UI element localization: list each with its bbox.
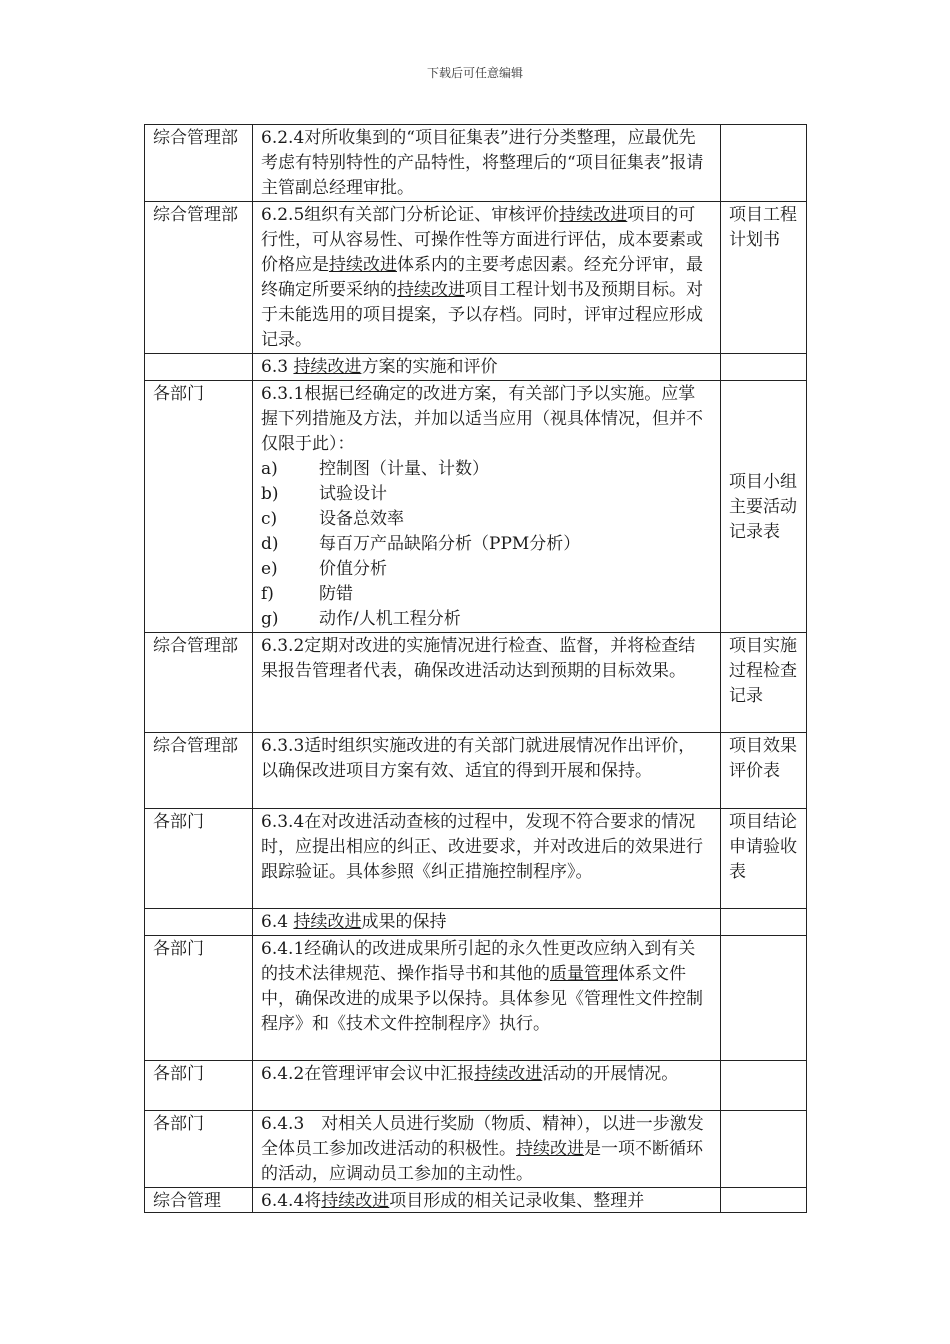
record-cell	[721, 125, 807, 202]
dept-cell	[145, 909, 253, 936]
list-item	[261, 582, 712, 607]
underlined-term: 持续改进	[516, 1139, 584, 1159]
list-marker: c)	[261, 509, 278, 529]
list-item	[261, 482, 712, 507]
underlined-term: 质量管理	[550, 964, 618, 984]
record-cell	[721, 936, 807, 1061]
record-cell: 项目实施过程检查记录	[721, 633, 807, 733]
table-row	[145, 809, 807, 909]
content-cell	[253, 202, 721, 354]
record-cell: 项目工程计划书	[721, 202, 807, 354]
underlined-term: 持续改进	[397, 280, 465, 300]
list-text: 防错	[319, 584, 353, 604]
underlined-term: 持续改进	[474, 1064, 543, 1084]
dept-cell: 各部门	[145, 1111, 253, 1188]
list-item	[261, 607, 712, 632]
content-cell: 6.3.3适时组织实施改进的有关部门就进展情况作出评价，以确保改进项目方案有效、适宜的得到开展和保持。	[253, 733, 721, 809]
table-row	[145, 125, 807, 202]
dept-cell: 各部门	[145, 809, 253, 909]
list-marker: b)	[261, 484, 279, 504]
list-text: 试验设计	[319, 484, 387, 504]
list-marker: f)	[261, 584, 274, 604]
content-cell: 6.2.4对所收集到的“项目征集表”进行分类整理，应最优先考虑有特别特性的产品特性，将整理后的“项目征集表”报请主管副总经理审批。	[253, 125, 721, 202]
list-marker: a)	[261, 459, 278, 479]
content-cell	[253, 1111, 721, 1188]
section-text: 成果的保持	[361, 912, 447, 932]
content-text: 6.4.1经确认的改进成果所引起的永久性更改应纳入到有关的技术法律规范、操作指导书和其他的	[261, 939, 696, 984]
list-item	[261, 457, 712, 482]
table-row	[145, 733, 807, 809]
record-cell: 项目效果评价表	[721, 733, 807, 809]
content-text: 6.2.5组织有关部门分析论证、审核评价	[261, 205, 560, 225]
content-cell	[253, 936, 721, 1061]
section-title	[253, 909, 721, 936]
dept-cell	[145, 1188, 253, 1213]
content-cell	[253, 1188, 721, 1213]
list-text: 动作/人机工程分析	[319, 609, 461, 629]
page-header: 下载后可任意编辑	[426, 66, 523, 80]
content-text-block	[261, 1189, 712, 1209]
dept-cell: 综合管理部	[145, 633, 253, 733]
record-cell	[721, 909, 807, 936]
table-row	[145, 633, 807, 733]
table-row	[145, 1188, 807, 1213]
content-cell: 6.3.4在对改进活动查核的过程中，发现不符合要求的情况时，应提出相应的纠正、改进要求，并对改进后的效果进行跟踪验证。具体参照《纠正措施控制程序》。	[253, 809, 721, 909]
content-text: 6.4.3 对相关人员进行奖励（物质、精神），以进一步激发全体员工参加改进活动的积极性。	[261, 1114, 704, 1159]
section-number: 6.3	[261, 357, 294, 377]
table-row	[145, 381, 807, 633]
content-text: 是一项不断循环的活动，应调动员工参加的主动性。	[261, 1139, 703, 1184]
record-cell: 项目结论申请验收表	[721, 809, 807, 909]
dept-cell: 各部门	[145, 381, 253, 633]
list-text: 价值分析	[319, 559, 387, 579]
list-text: 设备总效率	[319, 509, 404, 529]
record-cell: 项目小组主要活动记录表	[721, 381, 807, 633]
record-cell	[721, 354, 807, 381]
dept-cell: 综合管理部	[145, 125, 253, 202]
underlined-term: 持续改进	[293, 912, 362, 932]
content-text: 体系内的主要考虑因素。经充分评审，最终确定所要采纳的	[261, 255, 703, 300]
list-text: 每百万产品缺陷分析（PPM分析）	[319, 534, 581, 554]
content-text: 项目的可行性，可从容易性、可操作性等方面进行评估，成本要素或价格应是	[261, 205, 703, 275]
procedure-table	[144, 124, 807, 1213]
section-row	[145, 354, 807, 381]
section-row	[145, 909, 807, 936]
dept-text: 综合管理	[153, 1191, 221, 1209]
underlined-term: 持续改进	[321, 1191, 390, 1209]
content-cell	[253, 1061, 721, 1111]
dept-cell: 各部门	[145, 1061, 253, 1111]
content-cell	[253, 381, 721, 633]
content-text: 6.4.4将	[261, 1191, 322, 1209]
list-item	[261, 532, 712, 557]
section-number: 6.4	[261, 912, 294, 932]
list-marker: d)	[261, 534, 279, 554]
record-cell	[721, 1188, 807, 1213]
dept-cell	[145, 354, 253, 381]
table-row	[145, 1061, 807, 1111]
table-row	[145, 936, 807, 1061]
content-text: 6.3.1根据已经确定的改进方案，有关部门予以实施。应掌握下列措施及方法，并加以适当应用（视具体情况，但并不仅限于此）：	[261, 384, 703, 454]
content-cell: 6.3.2定期对改进的实施情况进行检查、监督，并将检查结果报告管理者代表，确保改进活动达到预期的目标效果。	[253, 633, 721, 733]
list-text: 控制图（计量、计数）	[319, 459, 489, 479]
table-row	[145, 202, 807, 354]
content-text: 6.4.2在管理评审会议中汇报	[261, 1064, 475, 1084]
record-cell	[721, 1111, 807, 1188]
section-text: 方案的实施和评价	[361, 357, 498, 377]
underlined-term: 持续改进	[329, 255, 397, 275]
list-marker: g)	[261, 609, 279, 629]
dept-cell: 综合管理部	[145, 202, 253, 354]
list-item	[261, 557, 712, 582]
list-marker: e)	[261, 559, 278, 579]
dept-cell: 综合管理部	[145, 733, 253, 809]
dept-cell: 各部门	[145, 936, 253, 1061]
underlined-term: 持续改进	[559, 205, 628, 225]
table-row	[145, 1111, 807, 1188]
content-text: 体系文件中，确保改进的成果予以保持。具体参见《管理性文件控制程序》和《技术文件控制程序》执行。	[261, 964, 703, 1034]
list-item	[261, 507, 712, 532]
section-title	[253, 354, 721, 381]
content-text: 项目形成的相关记录收集、整理并	[389, 1191, 645, 1209]
underlined-term: 持续改进	[293, 357, 362, 377]
content-text: 项目工程计划书及预期目标。对于未能选用的项目提案，予以存档。同时，评审过程应形成记录。	[261, 280, 703, 350]
record-cell	[721, 1061, 807, 1111]
content-text: 活动的开展情况。	[542, 1064, 679, 1084]
